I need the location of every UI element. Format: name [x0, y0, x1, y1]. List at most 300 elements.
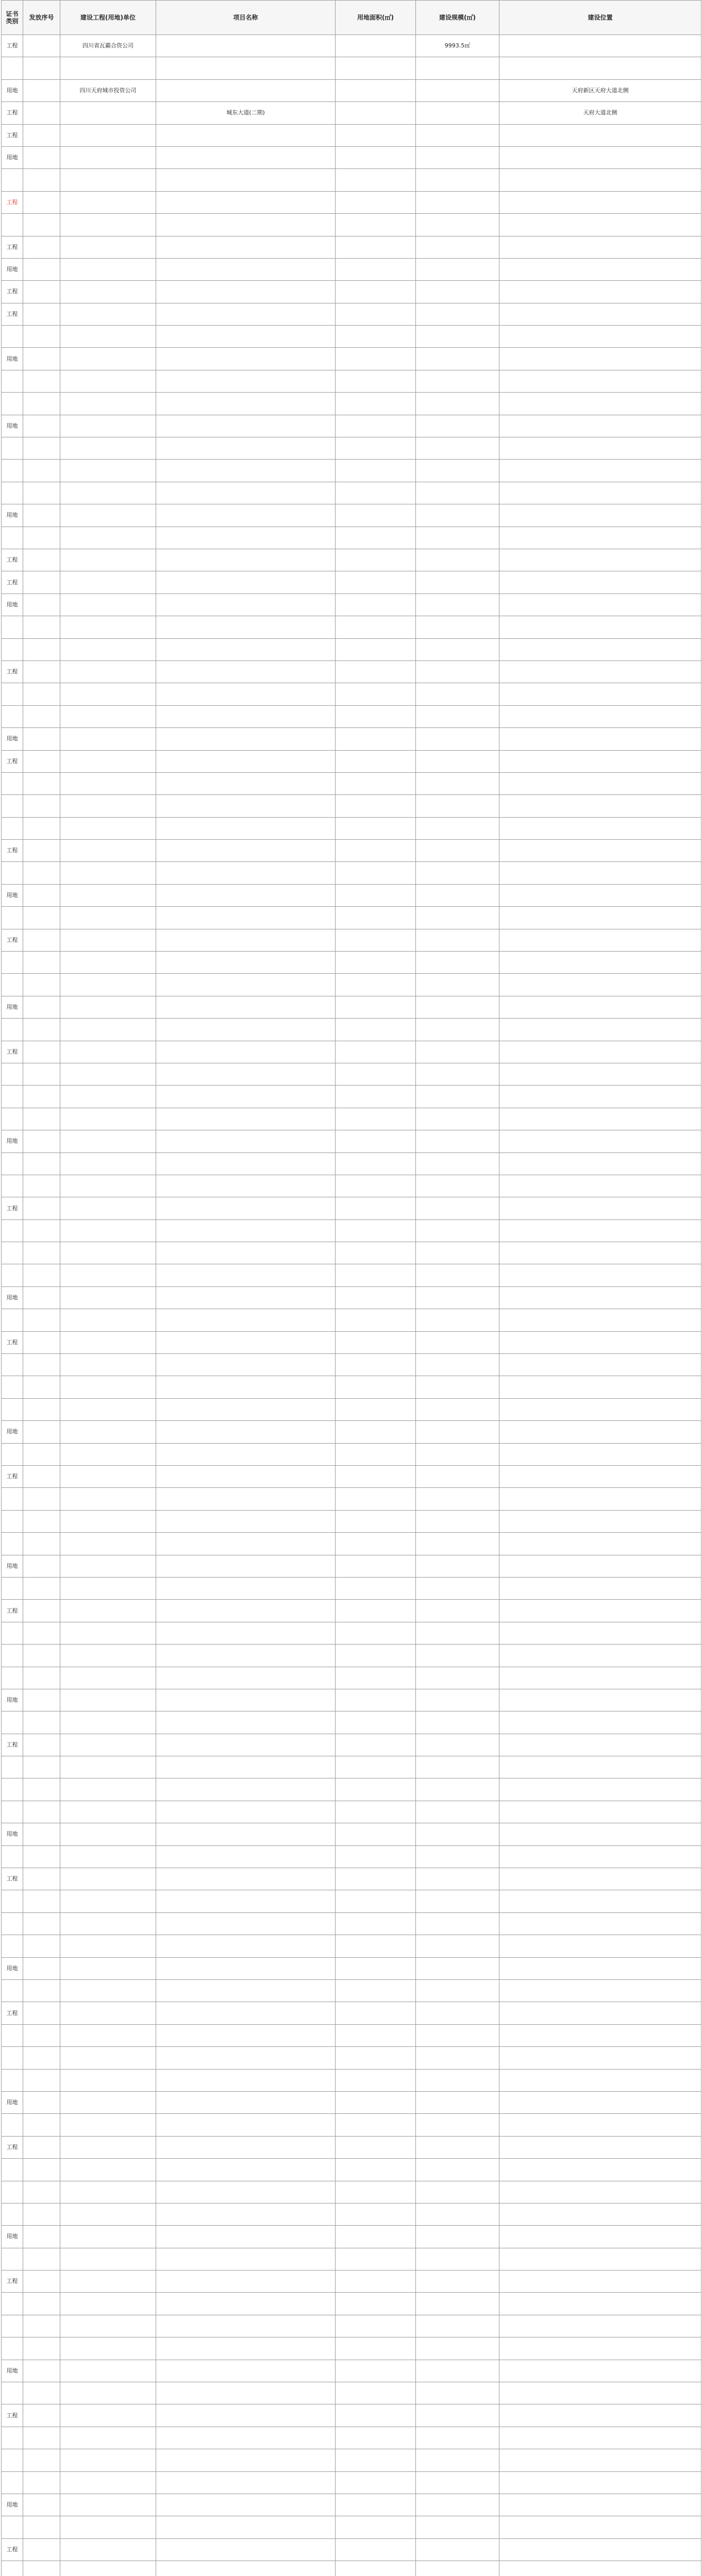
- cell-unit: [60, 884, 156, 906]
- cell-scale: [416, 2293, 499, 2315]
- cell-cert-type: [2, 2382, 23, 2404]
- cell-cert-type: 工程: [2, 1734, 23, 1756]
- cell-land-area: [336, 1376, 416, 1398]
- cell-scale: [416, 772, 499, 794]
- cell-cert-type: [2, 2561, 23, 2576]
- cell-serial: [23, 1868, 60, 1890]
- cell-cert-type: 用地: [2, 79, 23, 101]
- cell-location: [499, 571, 701, 594]
- cell-serial: [23, 169, 60, 191]
- cell-scale: [416, 527, 499, 549]
- cell-project: [156, 974, 336, 996]
- cell-unit: [60, 2069, 156, 2091]
- cell-cert-type: 工程: [2, 840, 23, 862]
- cell-cert-type: [2, 705, 23, 727]
- cell-project: [156, 1219, 336, 1242]
- table-row: [2, 2360, 701, 2382]
- cell-location: [499, 862, 701, 884]
- cell-project: [156, 1979, 336, 2002]
- cell-cert-type: [2, 2047, 23, 2069]
- cell-land-area: [336, 683, 416, 705]
- cell-scale: [416, 1957, 499, 1979]
- cell-serial: [23, 1510, 60, 1532]
- cell-location: [499, 1019, 701, 1041]
- table-row: [2, 683, 701, 705]
- cell-serial: [23, 1622, 60, 1644]
- cell-serial: [23, 57, 60, 79]
- cell-project: [156, 2293, 336, 2315]
- cell-scale: [416, 2114, 499, 2136]
- cell-unit: [60, 57, 156, 79]
- table-row: [2, 638, 701, 660]
- cell-unit: [60, 638, 156, 660]
- cell-serial: [23, 1533, 60, 1555]
- cell-project: [156, 1443, 336, 1465]
- cell-scale: [416, 1443, 499, 1465]
- table-row: [2, 1488, 701, 1510]
- cell-unit: [60, 1801, 156, 1823]
- cell-project: [156, 884, 336, 906]
- cell-cert-type: 工程: [2, 102, 23, 124]
- cell-scale: [416, 907, 499, 929]
- cell-project: [156, 1086, 336, 1108]
- cell-location: [499, 1264, 701, 1286]
- cell-location: [499, 348, 701, 370]
- cell-scale: [416, 594, 499, 616]
- cell-project: [156, 1756, 336, 1778]
- cell-project: [156, 549, 336, 571]
- cell-scale: [416, 2494, 499, 2516]
- cell-land-area: [336, 2136, 416, 2158]
- cell-scale: [416, 1063, 499, 1085]
- cell-location: [499, 1398, 701, 1420]
- table-row: [2, 1197, 701, 1219]
- cell-cert-type: 工程: [2, 1331, 23, 1353]
- cell-serial: [23, 1845, 60, 1868]
- cell-serial: [23, 1398, 60, 1420]
- cell-land-area: [336, 1019, 416, 1041]
- cell-unit: [60, 2427, 156, 2449]
- cell-serial: [23, 2002, 60, 2024]
- cell-location: [499, 281, 701, 303]
- header-unit: 建设工程(用地)单位: [60, 1, 156, 35]
- cell-cert-type: [2, 1711, 23, 1734]
- cell-project: [156, 1689, 336, 1711]
- cell-scale: [416, 1041, 499, 1063]
- cell-project: [156, 2203, 336, 2225]
- table-row: [2, 1153, 701, 1175]
- cell-cert-type: [2, 616, 23, 638]
- cell-location: [499, 2293, 701, 2315]
- cell-scale: [416, 1622, 499, 1644]
- cell-land-area: [336, 79, 416, 101]
- cell-location: [499, 1577, 701, 1599]
- cell-location: [499, 57, 701, 79]
- cell-cert-type: [2, 1108, 23, 1130]
- cell-land-area: [336, 1979, 416, 2002]
- cell-scale: [416, 303, 499, 325]
- cell-unit: [60, 504, 156, 527]
- table-row: [2, 1912, 701, 1935]
- cell-scale: [416, 1533, 499, 1555]
- cell-cert-type: [2, 1912, 23, 1935]
- table-row: [2, 728, 701, 750]
- cell-project: [156, 57, 336, 79]
- cell-land-area: [336, 169, 416, 191]
- cell-cert-type: 工程: [2, 571, 23, 594]
- cell-project: [156, 1153, 336, 1175]
- table-row: [2, 1868, 701, 1890]
- cell-unit: [60, 1466, 156, 1488]
- cell-serial: [23, 102, 60, 124]
- cell-land-area: [336, 907, 416, 929]
- cell-project: [156, 1801, 336, 1823]
- cell-land-area: [336, 2427, 416, 2449]
- cell-cert-type: [2, 638, 23, 660]
- cell-project: 城东大道(二期): [156, 102, 336, 124]
- cell-scale: [416, 1935, 499, 1957]
- cell-land-area: [336, 1667, 416, 1689]
- cell-project: [156, 2360, 336, 2382]
- cell-serial: [23, 146, 60, 168]
- cell-project: [156, 817, 336, 839]
- cell-scale: [416, 1645, 499, 1667]
- table-row: [2, 2471, 701, 2494]
- cell-serial: [23, 2159, 60, 2181]
- table-row: [2, 1443, 701, 1465]
- cell-serial: [23, 2226, 60, 2248]
- cell-land-area: [336, 1957, 416, 1979]
- cell-cert-type: [2, 1488, 23, 1510]
- cell-serial: [23, 1086, 60, 1108]
- cell-location: [499, 1868, 701, 1890]
- cell-scale: [416, 2360, 499, 2382]
- cell-location: [499, 1689, 701, 1711]
- table-row: [2, 1041, 701, 1063]
- cell-location: [499, 1510, 701, 1532]
- cell-location: [499, 929, 701, 951]
- cell-location: [499, 1443, 701, 1465]
- cell-serial: [23, 2024, 60, 2046]
- table-row: [2, 1331, 701, 1353]
- cell-scale: [416, 2047, 499, 2069]
- cell-project: [156, 1778, 336, 1801]
- cell-land-area: [336, 303, 416, 325]
- cell-serial: [23, 258, 60, 280]
- cell-unit: [60, 862, 156, 884]
- cell-serial: [23, 1957, 60, 1979]
- cell-land-area: [336, 1689, 416, 1711]
- cell-project: [156, 2494, 336, 2516]
- table-row: [2, 817, 701, 839]
- cell-location: [499, 2494, 701, 2516]
- cell-project: [156, 1577, 336, 1599]
- cell-unit: [60, 1823, 156, 1845]
- table-row: [2, 1466, 701, 1488]
- cell-land-area: [336, 549, 416, 571]
- cell-unit: [60, 2360, 156, 2382]
- cell-unit: [60, 415, 156, 437]
- cell-serial: [23, 1756, 60, 1778]
- cell-location: [499, 1331, 701, 1353]
- cell-land-area: [336, 1488, 416, 1510]
- cell-scale: [416, 2449, 499, 2471]
- cell-scale: [416, 2069, 499, 2091]
- cell-project: [156, 214, 336, 236]
- cell-location: [499, 1801, 701, 1823]
- table-row: [2, 1756, 701, 1778]
- cell-scale: [416, 705, 499, 727]
- table-row: [2, 191, 701, 213]
- cell-scale: [416, 79, 499, 101]
- cell-land-area: [336, 1242, 416, 1264]
- cell-land-area: [336, 728, 416, 750]
- cell-cert-type: [2, 952, 23, 974]
- cell-project: [156, 1286, 336, 1309]
- cell-land-area: [336, 929, 416, 951]
- cell-serial: [23, 2136, 60, 2158]
- table-row: [2, 2516, 701, 2538]
- table-row: [2, 124, 701, 146]
- table-row: [2, 1957, 701, 1979]
- table-row: [2, 258, 701, 280]
- cell-location: [499, 370, 701, 392]
- cell-serial: [23, 1778, 60, 1801]
- cell-project: [156, 1823, 336, 1845]
- cell-unit: [60, 705, 156, 727]
- table-row: [2, 1801, 701, 1823]
- cell-cert-type: [2, 393, 23, 415]
- table-row: [2, 1577, 701, 1599]
- cell-land-area: [336, 2538, 416, 2561]
- cell-unit: [60, 840, 156, 862]
- cell-location: 天府新区天府大道北侧: [499, 79, 701, 101]
- table-row: [2, 393, 701, 415]
- cell-serial: [23, 1197, 60, 1219]
- cell-land-area: [336, 862, 416, 884]
- table-row: [2, 1108, 701, 1130]
- cell-project: [156, 258, 336, 280]
- cell-serial: [23, 2248, 60, 2270]
- cell-project: [156, 2382, 336, 2404]
- cell-serial: [23, 1354, 60, 1376]
- cell-serial: [23, 705, 60, 727]
- cell-land-area: [336, 348, 416, 370]
- cell-land-area: [336, 1398, 416, 1420]
- cell-location: [499, 638, 701, 660]
- cell-unit: [60, 2226, 156, 2248]
- cell-project: [156, 907, 336, 929]
- table-row: [2, 1823, 701, 1845]
- cell-location: [499, 393, 701, 415]
- cell-unit: [60, 616, 156, 638]
- cell-unit: [60, 2404, 156, 2427]
- cell-scale: [416, 1130, 499, 1153]
- cell-land-area: [336, 393, 416, 415]
- cell-scale: [416, 1175, 499, 1197]
- cell-scale: [416, 460, 499, 482]
- cell-serial: [23, 571, 60, 594]
- cell-project: [156, 1667, 336, 1689]
- cell-location: [499, 214, 701, 236]
- table-row: [2, 482, 701, 504]
- cell-cert-type: [2, 2516, 23, 2538]
- cell-land-area: [336, 2159, 416, 2181]
- cell-land-area: [336, 1510, 416, 1532]
- table-row: [2, 281, 701, 303]
- cell-land-area: [336, 750, 416, 772]
- cell-land-area: [336, 146, 416, 168]
- cell-serial: [23, 2561, 60, 2576]
- cell-land-area: [336, 2315, 416, 2337]
- cell-scale: [416, 817, 499, 839]
- cell-land-area: [336, 952, 416, 974]
- cell-serial: [23, 660, 60, 683]
- cell-cert-type: 用地: [2, 2226, 23, 2248]
- cell-project: [156, 2516, 336, 2538]
- cell-location: [499, 2561, 701, 2576]
- cell-land-area: [336, 1622, 416, 1644]
- cell-project: [156, 2248, 336, 2270]
- cell-cert-type: [2, 1219, 23, 1242]
- cell-cert-type: 工程: [2, 236, 23, 258]
- cell-location: [499, 303, 701, 325]
- cell-land-area: [336, 2069, 416, 2091]
- cell-cert-type: [2, 1153, 23, 1175]
- table-row: [2, 750, 701, 772]
- cell-scale: [416, 258, 499, 280]
- table-row: [2, 214, 701, 236]
- cell-project: [156, 1108, 336, 1130]
- cell-land-area: [336, 1219, 416, 1242]
- cell-scale: [416, 2427, 499, 2449]
- cell-location: [499, 1354, 701, 1376]
- cell-unit: [60, 236, 156, 258]
- cell-land-area: [336, 482, 416, 504]
- table-row: [2, 1645, 701, 1667]
- table-row: [2, 1264, 701, 1286]
- cell-cert-type: [2, 2293, 23, 2315]
- cell-unit: [60, 460, 156, 482]
- cell-scale: [416, 2024, 499, 2046]
- cell-cert-type: 用地: [2, 2091, 23, 2113]
- cell-unit: [60, 1331, 156, 1353]
- cell-cert-type: [2, 1979, 23, 2002]
- cell-cert-type: [2, 862, 23, 884]
- cell-project: [156, 1041, 336, 1063]
- cell-scale: [416, 795, 499, 817]
- cell-unit: [60, 996, 156, 1018]
- cell-cert-type: [2, 2114, 23, 2136]
- cell-unit: [60, 1845, 156, 1868]
- cell-scale: [416, 571, 499, 594]
- cell-unit: [60, 326, 156, 348]
- cell-project: [156, 1466, 336, 1488]
- cell-cert-type: 用地: [2, 594, 23, 616]
- cell-unit: [60, 2471, 156, 2494]
- cell-land-area: [336, 1086, 416, 1108]
- cell-scale: 9993.5㎡: [416, 35, 499, 57]
- table-row: [2, 1689, 701, 1711]
- cell-cert-type: [2, 214, 23, 236]
- cell-location: [499, 1063, 701, 1085]
- cell-serial: [23, 1711, 60, 1734]
- cell-serial: [23, 2404, 60, 2427]
- cell-project: [156, 415, 336, 437]
- cell-serial: [23, 2360, 60, 2382]
- cell-land-area: [336, 1309, 416, 1331]
- table-row: [2, 2404, 701, 2427]
- cell-cert-type: [2, 1667, 23, 1689]
- table-row: [2, 907, 701, 929]
- cell-serial: [23, 1108, 60, 1130]
- cell-location: [499, 616, 701, 638]
- cell-serial: [23, 2270, 60, 2293]
- cell-unit: [60, 1957, 156, 1979]
- cell-cert-type: 工程: [2, 750, 23, 772]
- cell-unit: [60, 795, 156, 817]
- cell-unit: [60, 1912, 156, 1935]
- table-row: [2, 1086, 701, 1108]
- cell-unit: [60, 2494, 156, 2516]
- cell-cert-type: [2, 1398, 23, 1420]
- cell-cert-type: [2, 57, 23, 79]
- cell-scale: [416, 1689, 499, 1711]
- cell-scale: [416, 2091, 499, 2113]
- table-row: [2, 2136, 701, 2158]
- cell-unit: [60, 2114, 156, 2136]
- cell-location: [499, 1242, 701, 1264]
- cell-unit: [60, 2091, 156, 2113]
- cell-serial: [23, 2337, 60, 2360]
- cell-unit: [60, 2561, 156, 2576]
- cell-scale: [416, 840, 499, 862]
- cell-unit: [60, 929, 156, 951]
- cell-land-area: [336, 1734, 416, 1756]
- cell-location: [499, 437, 701, 460]
- table-row: [2, 2561, 701, 2576]
- cell-scale: [416, 393, 499, 415]
- cell-land-area: [336, 437, 416, 460]
- cell-scale: [416, 482, 499, 504]
- cell-cert-type: 工程: [2, 2002, 23, 2024]
- cell-scale: [416, 370, 499, 392]
- cell-unit: [60, 2002, 156, 2024]
- cell-land-area: [336, 1823, 416, 1845]
- cell-land-area: [336, 1063, 416, 1085]
- cell-land-area: [336, 594, 416, 616]
- cell-project: [156, 2561, 336, 2576]
- cell-land-area: [336, 2293, 416, 2315]
- cell-unit: [60, 2270, 156, 2293]
- cell-land-area: [336, 504, 416, 527]
- cell-scale: [416, 281, 499, 303]
- cell-land-area: [336, 35, 416, 57]
- cell-project: [156, 2002, 336, 2024]
- cell-unit: [60, 2047, 156, 2069]
- cell-project: [156, 146, 336, 168]
- cell-scale: [416, 1510, 499, 1532]
- cell-cert-type: 用地: [2, 258, 23, 280]
- cell-cert-type: [2, 683, 23, 705]
- cell-serial: [23, 482, 60, 504]
- cell-unit: [60, 1533, 156, 1555]
- cell-unit: [60, 1398, 156, 1420]
- cell-scale: [416, 2404, 499, 2427]
- cell-scale: [416, 862, 499, 884]
- table-row: [2, 437, 701, 460]
- cell-location: [499, 236, 701, 258]
